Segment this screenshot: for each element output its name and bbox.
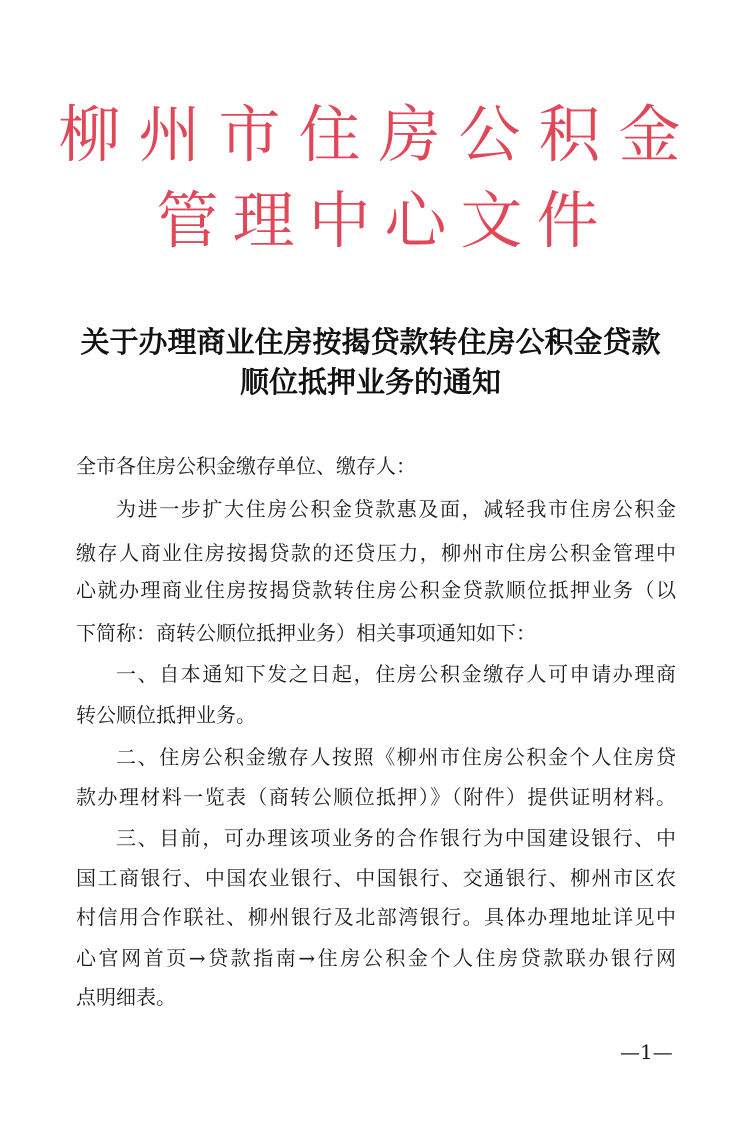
paragraph-4-line-2: 国工商银行、中国农业银行、中国银行、交通银行、柳州市区农: [76, 866, 676, 890]
paragraph-4-line-4: 心官网首页→贷款指南→住房公积金个人住房贷款联办银行网: [76, 946, 676, 970]
page-number: —1—: [620, 1040, 673, 1064]
paragraph-1-line-1: 为进一步扩大住房公积金贷款惠及面，减轻我市住房公积金: [116, 497, 676, 521]
salutation: 全市各住房公积金缴存单位、缴存人：: [76, 454, 416, 478]
notice-title-line-2: 顺位抵押业务的通知: [239, 365, 501, 399]
paragraph-2-line-2: 转公顺位抵押业务。: [76, 703, 256, 727]
paragraph-3-line-1: 二、住房公积金缴存人按照《柳州市住房公积金个人住房贷: [116, 745, 676, 769]
paragraph-1-line-3: 心就办理商业住房按揭贷款转住房公积金贷款顺位抵押业务（以: [76, 578, 676, 602]
notice-title-line-1: 关于办理商业住房按揭贷款转住房公积金贷款: [80, 325, 661, 359]
paragraph-3-line-2: 款办理材料一览表（商转公顺位抵押）》（附件）提供证明材料。: [76, 785, 676, 809]
paragraph-4-line-3: 村信用合作联社、柳州银行及北部湾银行。具体办理地址详见中: [76, 905, 676, 929]
document-header-line-2: 管理中心文件: [156, 184, 613, 257]
document-header-line-1: 柳州市住房公积金: [58, 98, 699, 171]
paragraph-1-line-4: 下简称：商转公顺位抵押业务）相关事项通知如下：: [76, 621, 536, 645]
paragraph-2-line-1: 一、自本通知下发之日起，住房公积金缴存人可申请办理商: [116, 662, 676, 686]
paragraph-1-line-2: 缴存人商业住房按揭贷款的还贷压力，柳州市住房公积金管理中: [76, 541, 676, 565]
paragraph-4-line-5: 点明细表。: [76, 985, 176, 1009]
paragraph-4-line-1: 三、目前，可办理该项业务的合作银行为中国建设银行、中: [116, 826, 676, 850]
